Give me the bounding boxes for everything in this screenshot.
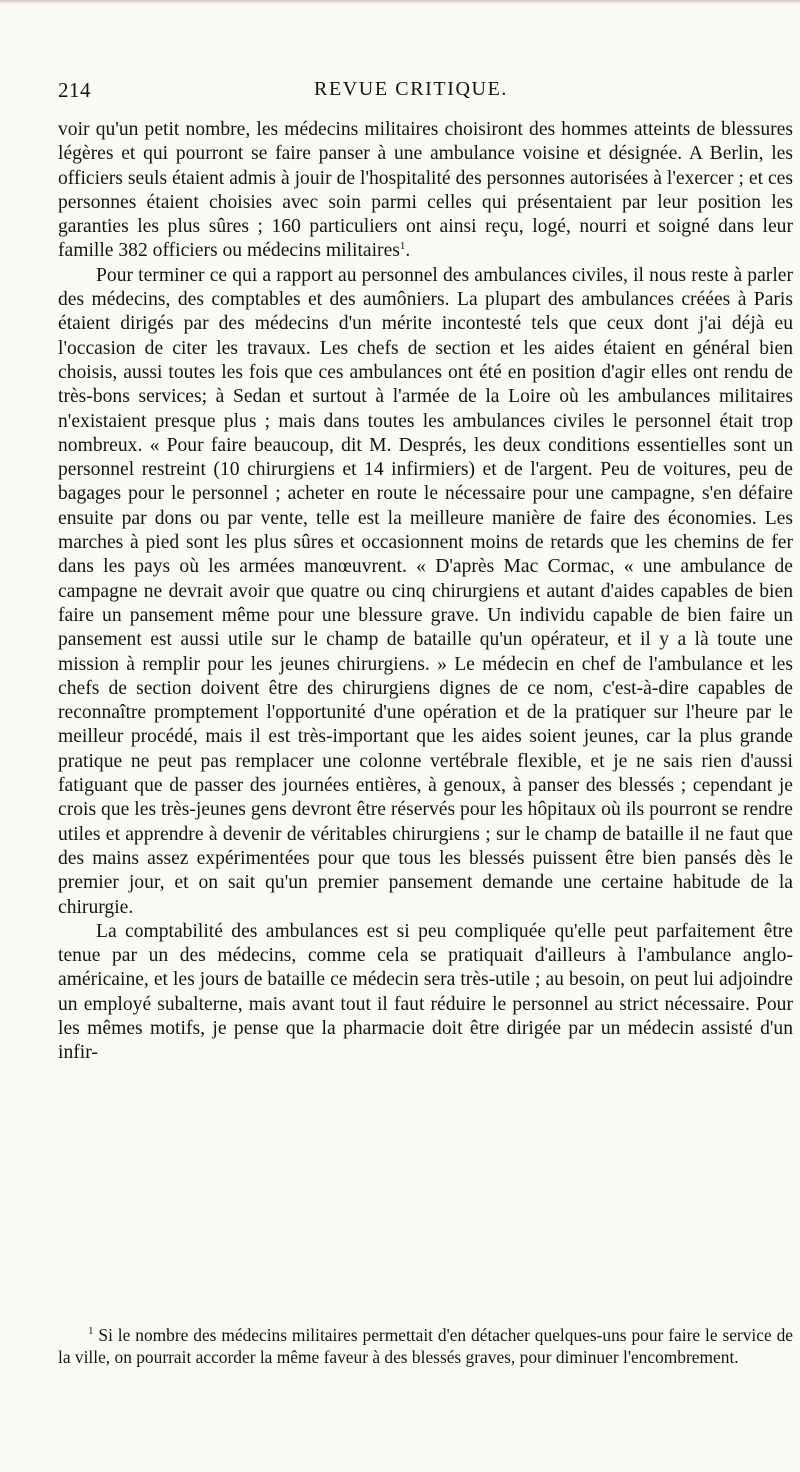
footnote-marker: 1 xyxy=(88,1325,94,1337)
footnote-text: Si le nombre des médecins militaires permettait d'en détacher quelques-uns pour faire le service de la ville, on pourrait accorder la même faveur à des blessés graves, pour diminuer l'encombrement. xyxy=(58,1325,793,1367)
running-title: REVUE CRITIQUE. xyxy=(314,78,508,100)
main-text xyxy=(58,118,793,1066)
paragraph-3: La comptabilité des ambulances est si peu compliquée qu'elle peut parfaitement être tenue par un des médecins, comme cela se pratiquait d'ailleurs à l'ambulance anglo-américaine, et les jours de bataille ce médecin sera très-utile ; au besoin, on peut lui adjoindre un employé subalterne, mais avant tout il faut réduire le personnel au strict nécessaire. Pour les mêmes motifs, je pense que la pharmacie doit être dirigée par un médecin assisté d'un infir- xyxy=(58,920,793,1064)
paragraph-2: Pour terminer ce qui a rapport au personnel des ambulances civiles, il nous reste à parler des médecins, des comptables et des aumôniers. La plupart des ambulances créées à Paris étaient dirigés par des médecins d'un mérite incontesté tels que ceux dont j'ai déjà eu l'occasion de citer les travaux. Les chefs de section et les aides étaient en général bien choisis, aussi toutes les fois que ces ambulances ont été en position d'agir elles ont rendu de très-bons services; à Sedan et surtout à l'armée de la Loire où les ambulances militaires n'existaient presque plus ; mais dans toutes les ambulances civiles le personnel était trop nombreux. « Pour faire beaucoup, dit M. Després, les deux conditions essentielles sont un personnel restreint (10 chirurgiens et 14 infirmiers) et de l'argent. Peu de voitures, peu de bagages pour le personnel ; acheter en route le nécessaire pour une campagne, s'en défaire ensuite par dons ou par vente, telle est la meilleure manière de faire des économies. Les marches à pied sont les plus sûres et occasionnent moins de retards que les chemins de fer dans les pays où les armées manœuvrent. « D'après Mac Cormac, « une ambulance de campagne ne devrait avoir que quatre ou cinq chirurgiens et autant d'aides capables de bien faire un pansement même pour une blessure grave. Un individu capable de bien faire un pansement est aussi utile sur le champ de bataille qu'un opérateur, et il y a là toute une mission à remplir pour les jeunes chirurgiens. » Le médecin en chef de l'ambulance et les chefs de section doivent être des chirurgiens dignes de ce nom, c'est-à-dire capables de reconnaître promptement l'opportunité d'une opération et de la pratiquer sur l'heure par le meilleur procédé, mais il est très-important que les aides soient jeunes, car la plus grande pratique ne peut pas remplacer une colonne vertébrale flexible, et je ne sais rien d'aussi fatiguant que de passer des journées entières, à genoux, à panser des blessés ; cependant je crois que les très-jeunes gens devront être réservés pour les hôpitaux où ils pourront se rendre utiles et apprendre à devenir de véritables chirurgiens ; sur le champ de bataille il ne faut que des mains assez expérimentées pour que tous les blessés puissent être bien pansés dès le premier jour, et on sait qu'un premier pansement demande une certaine habitude de la chirurgie. xyxy=(58,264,793,918)
paragraph-1-text: voir qu'un petit nombre, les médecins militaires choisiront des hommes atteints de blessures légères et qui pourront se faire panser à une ambulance voisine et désignée. A Berlin, les officiers seuls étaient admis à jouir de l'hospitalité des personnes autorisées à l'exercer ; et ces personnes étaient choisies avec soin parmi celles qui présentaient par leur position les garanties les plus sûres ; 160 particuliers ont ainsi reçu, logé, nourri et soigné dans leur famille 382 officiers ou médecins militaires xyxy=(58,119,793,262)
page-top-edge xyxy=(0,0,800,4)
page-number: 214 xyxy=(58,78,91,102)
footnote xyxy=(58,1324,793,1368)
page-header xyxy=(58,78,798,104)
paragraph-1 xyxy=(58,118,793,264)
paragraph-1-end: . xyxy=(405,240,411,262)
footnote-paragraph xyxy=(58,1324,793,1368)
footnote-ref: 1 xyxy=(399,240,406,253)
